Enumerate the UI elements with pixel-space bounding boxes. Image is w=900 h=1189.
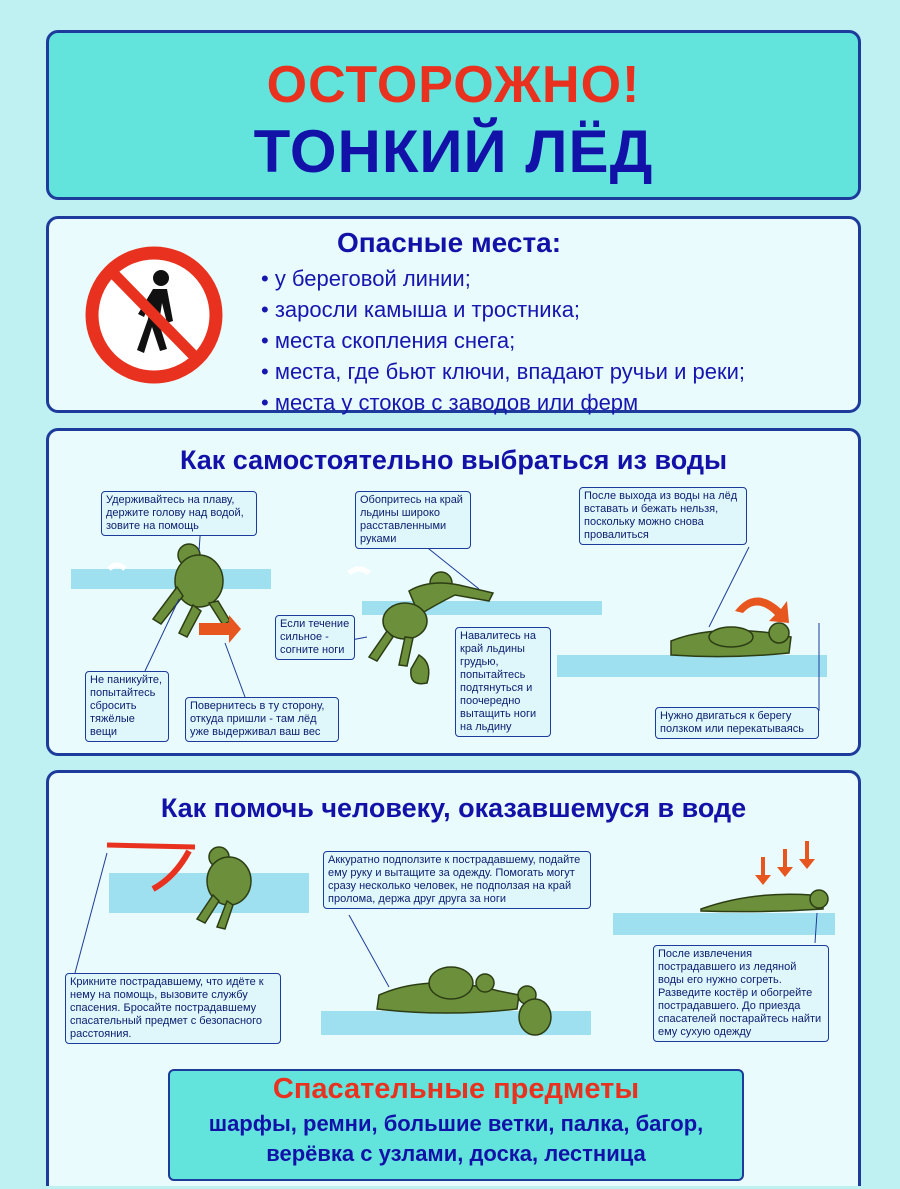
tip-turn-back: Повернитесь в ту сторону, откуда пришли - там лёд уже выдерживал ваш вес (185, 697, 339, 742)
tip-pull-up: Навалитесь на край льдины грудью, попытайтесь подтянуться и поочередно вытащить ноги на льдину (455, 627, 551, 737)
tip-bend-legs: Если течение сильное - согните ноги (275, 615, 355, 660)
roll-arrow-icon (735, 597, 789, 623)
help-panel (46, 770, 861, 1186)
rescue-items-line2: верёвка с узлами, доска, лестница (266, 1141, 646, 1166)
main-title: ТОНКИЙ ЛЁД (253, 118, 654, 185)
dangerous-item: • места скопления снега; (261, 328, 516, 353)
dangerous-item: • заросли камыша и тростника; (261, 297, 581, 322)
dangerous-item: • места, где бьют ключи, впадают ручьи и реки; (261, 359, 745, 384)
dangerous-places-panel (46, 216, 861, 413)
tip-shout-and-throw: Крикните пострадавшему, что идёте к нему на помощь, вызовите службу спасения. Бросайте пострадавшему спасательный предмет с безопасного расстояния. (65, 973, 281, 1044)
tip-crawl: Нужно двигаться к берегу ползком или перекатываясь (655, 707, 819, 739)
rescue-items-heading: Спасательные предметы (272, 1073, 640, 1105)
warming-arrows-icon (755, 841, 815, 885)
help-heading: Как помочь человеку, оказавшемуся в воде (160, 793, 747, 823)
rescue-items-box (168, 1069, 744, 1181)
rescue-items-line1: шарфы, ремни, большие ветки, палка, багор, (208, 1111, 704, 1136)
tip-dont-stand: После выхода из воды на лёд вставать и бежать нельзя, поскольку можно снова провалиться (579, 487, 747, 545)
warning-title: ОСТОРОЖНО! (266, 56, 641, 114)
tip-lean-on-edge: Обопритесь на край льдины широко расставленными руками (355, 491, 471, 549)
tip-no-panic: Не паникуйте, попытайтесь сбросить тяжёлые вещи (85, 671, 169, 742)
dangerous-item: • у береговой линии; (261, 266, 471, 291)
tip-crawl-to-victim: Аккуратно подползите к пострадавшему, подайте ему руку и вытащите за одежду. Помогать могут сразу несколько человек, не подползая на край пролома, держа друг друга за ноги (323, 851, 591, 909)
dangerous-item: • места у стоков с заводов или ферм (261, 390, 639, 415)
self-rescue-panel (46, 428, 861, 756)
figure-lying-icon (701, 890, 828, 912)
tip-stay-afloat: Удерживайтесь на плаву, держите голову над водой, зовите на помощь (101, 491, 257, 536)
dangerous-heading: Опасные места: (336, 227, 562, 258)
no-pedestrian-icon (49, 219, 249, 409)
figure-crawling-icon (671, 623, 791, 657)
tip-warm-victim: После извлечения пострадавшего из ледяной воды его нужно согреть. Разведите костёр и обогрейте пострадавшего. До приезда спасателей постарайтесь найти ему сухую одежду (653, 945, 829, 1042)
self-rescue-heading: Как самостоятельно выбраться из воды (179, 445, 728, 475)
dangerous-list (261, 263, 861, 418)
header-panel (46, 30, 861, 200)
